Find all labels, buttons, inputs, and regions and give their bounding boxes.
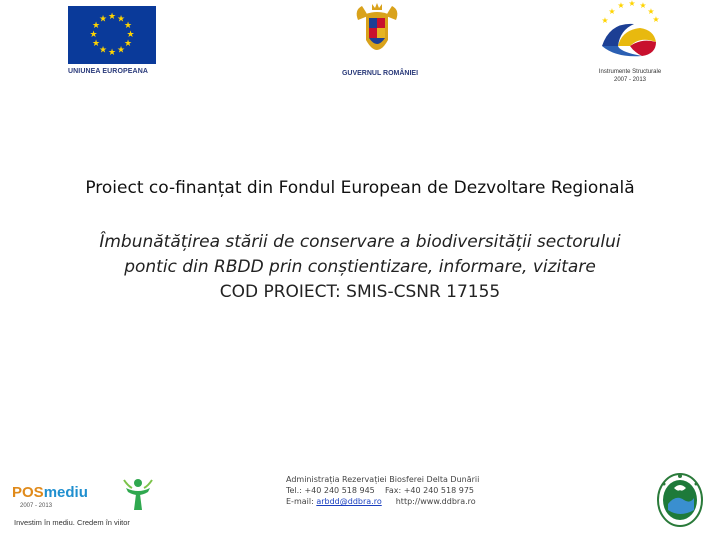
structural-instruments-logo — [590, 0, 670, 88]
svg-text:★: ★ — [116, 14, 126, 25]
posmediu-mediu: mediu — [43, 484, 88, 501]
svg-text:★: ★ — [608, 7, 616, 16]
funding-heading: Proiect co-finanțat din Fondul European de Dezvoltare Regională — [85, 178, 635, 198]
svg-text:★: ★ — [639, 1, 647, 10]
project-title-line1: Îmbunătățirea stării de conservare a biodiversității sectorului — [99, 232, 621, 252]
contact-email-label: E-mail: — [286, 497, 314, 506]
eu-logo — [68, 6, 156, 80]
svg-text:★: ★ — [116, 45, 126, 56]
svg-text:★: ★ — [98, 45, 108, 56]
svg-text:★: ★ — [123, 39, 133, 49]
posmediu-wordmark — [12, 484, 88, 501]
contact-organization: Administrația Rezervației Biosferei Delta Dunării — [286, 475, 480, 484]
svg-text:★: ★ — [91, 21, 101, 31]
posmediu-pos: POS — [12, 484, 44, 501]
svg-text:★: ★ — [107, 12, 117, 22]
government-caption: GUVERNUL ROMÂNIEI — [341, 70, 419, 77]
is-caption-line1: Instrumente Structurale — [598, 69, 662, 75]
contact-email-link[interactable]: arbdd@ddbra.ro — [316, 497, 382, 506]
svg-text:★: ★ — [652, 15, 660, 24]
is-caption-line2: 2007 - 2013 — [613, 77, 647, 83]
svg-text:★: ★ — [617, 1, 625, 10]
svg-text:★: ★ — [647, 7, 655, 16]
romania-coat-of-arms-icon — [352, 2, 402, 62]
posmediu-slogan: Investim în mediu. Credem în viitor — [14, 518, 130, 527]
structural-instruments-icon — [590, 0, 670, 62]
svg-text:★: ★ — [98, 14, 108, 25]
ddbra-logo-icon — [654, 470, 706, 528]
posmediu-figure-icon — [120, 476, 156, 516]
contact-email-row — [286, 496, 526, 507]
contact-block — [286, 474, 526, 507]
project-title — [0, 230, 720, 305]
government-logo — [330, 2, 430, 82]
contact-phone-fax: Tel.: +40 240 518 945 Fax: +40 240 518 975 — [286, 486, 475, 495]
eu-flag-icon — [68, 6, 156, 64]
svg-text:★: ★ — [126, 30, 135, 40]
svg-text:★: ★ — [91, 39, 101, 49]
contact-website[interactable]: http://www.ddbra.ro — [395, 497, 476, 506]
svg-text:★: ★ — [123, 21, 133, 31]
posmediu-years: 2007 - 2013 — [20, 503, 53, 509]
structural-instruments-caption — [590, 68, 670, 84]
project-code: COD PROIECT: SMIS-CSNR 17155 — [219, 282, 501, 302]
svg-text:★: ★ — [107, 48, 117, 58]
svg-text:★: ★ — [601, 16, 609, 25]
eu-caption: UNIUNEA EUROPEANA — [68, 68, 149, 75]
project-title-line2: pontic din RBDD prin conștientizare, informare, vizitare — [124, 257, 596, 277]
svg-text:★: ★ — [628, 0, 636, 8]
svg-text:★: ★ — [89, 30, 98, 40]
posmediu-logo — [12, 476, 162, 532]
